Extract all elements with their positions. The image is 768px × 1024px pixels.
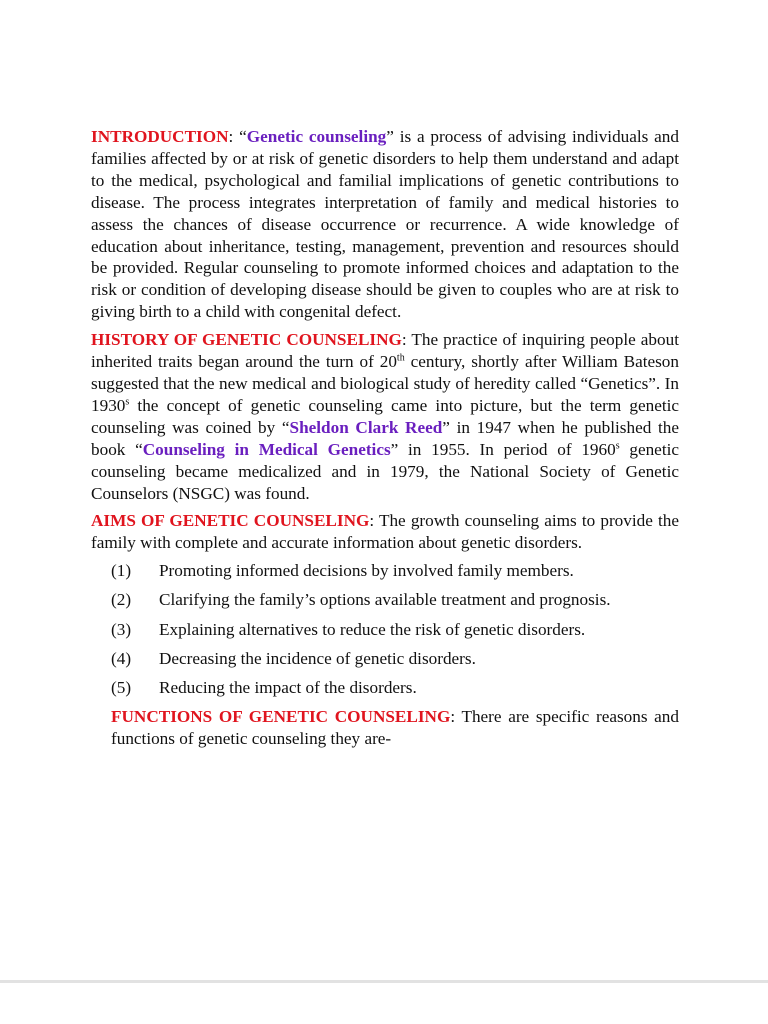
list-item-text: Promoting informed decisions by involved family members. — [159, 561, 574, 581]
aims-separator: : — [369, 511, 379, 531]
introduction-separator: : — [228, 127, 240, 146]
sheldon-clark-reed-name: Sheldon Clark Reed — [289, 417, 443, 437]
history-text-1: The practice of inquiring people about inherited traits began around the turn of 20 — [91, 330, 679, 372]
list-item — [111, 648, 679, 670]
history-superscript-s-1960: s — [615, 439, 620, 451]
introduction-body: ” is a process of advising individuals and families affected by or at risk of genetic disorders to help them understand and adapt to the medical, psychological and familial implications of genetic contributions to disease. The process integrates interpretation of family and medical histories to assess the chances of disease occurrence or recurrence. A wide knowledge of education about inheritance, testing, management, prevention and resources should be provided. Regular counseling to promote informed choices and adaptation to the risk or condition of developing disease should be given to couples who are at risk to giving birth to a child with congenital defect. — [91, 127, 679, 322]
list-item-text: Reducing the impact of the disorders. — [159, 678, 417, 698]
introduction-heading: INTRODUCTION — [91, 127, 229, 146]
list-item — [111, 589, 679, 611]
list-item-number: (1) — [111, 561, 132, 581]
history-text-5: ” in 1955. In period of 1960 — [390, 439, 616, 459]
list-item — [111, 677, 679, 699]
functions-heading: FUNCTIONS OF GENETIC COUNSELING — [111, 707, 451, 727]
document-page — [91, 126, 679, 756]
introduction-open-quote: “ — [239, 127, 247, 146]
aims-paragraph — [91, 510, 679, 554]
book-title: Counseling in Medical Genetics — [142, 439, 391, 459]
list-item-number: (5) — [111, 678, 132, 698]
list-item-text: Decreasing the incidence of genetic disorders. — [159, 648, 476, 668]
list-item-number: (3) — [111, 619, 132, 639]
genetic-counseling-term: Genetic counseling — [246, 127, 387, 146]
history-separator: : — [401, 330, 412, 350]
introduction-paragraph — [91, 126, 679, 323]
list-item-text: Clarifying the family’s options available treatment and prognosis. — [159, 590, 611, 610]
aims-list — [91, 560, 679, 699]
aims-heading: AIMS OF GENETIC COUNSELING — [91, 511, 370, 531]
history-paragraph — [91, 329, 679, 504]
aims-body: The growth counseling aims to provide the family with complete and accurate information about genetic disorders. — [91, 511, 679, 553]
list-item-text: Explaining alternatives to reduce the risk of genetic disorders. — [159, 619, 586, 639]
history-text-4: ” in 1947 when he published the book “ — [91, 417, 679, 459]
history-superscript-th: th — [396, 352, 405, 364]
functions-body: There are specific reasons and functions of genetic counseling they are- — [111, 707, 679, 749]
page-bottom-divider — [0, 980, 768, 983]
history-text-6: genetic counseling became medicalized and in 1979, the National Society of Genetic Counselors (NSGC) was found. — [91, 439, 679, 503]
list-item-number: (2) — [111, 590, 132, 610]
functions-separator: : — [450, 707, 462, 727]
functions-paragraph — [111, 706, 679, 750]
list-item-number: (4) — [111, 648, 132, 668]
list-item — [111, 560, 679, 582]
list-item — [111, 619, 679, 641]
history-text-3: the concept of genetic counseling came into picture, but the term genetic counseling was coined by “ — [91, 395, 679, 437]
history-superscript-s-1930: s — [125, 396, 130, 408]
history-heading: HISTORY OF GENETIC COUNSELING — [91, 330, 402, 350]
history-text-2: century, shortly after William Bateson suggested that the new medical and biological study of heredity called “Genetics”. In 1930 — [91, 352, 679, 415]
